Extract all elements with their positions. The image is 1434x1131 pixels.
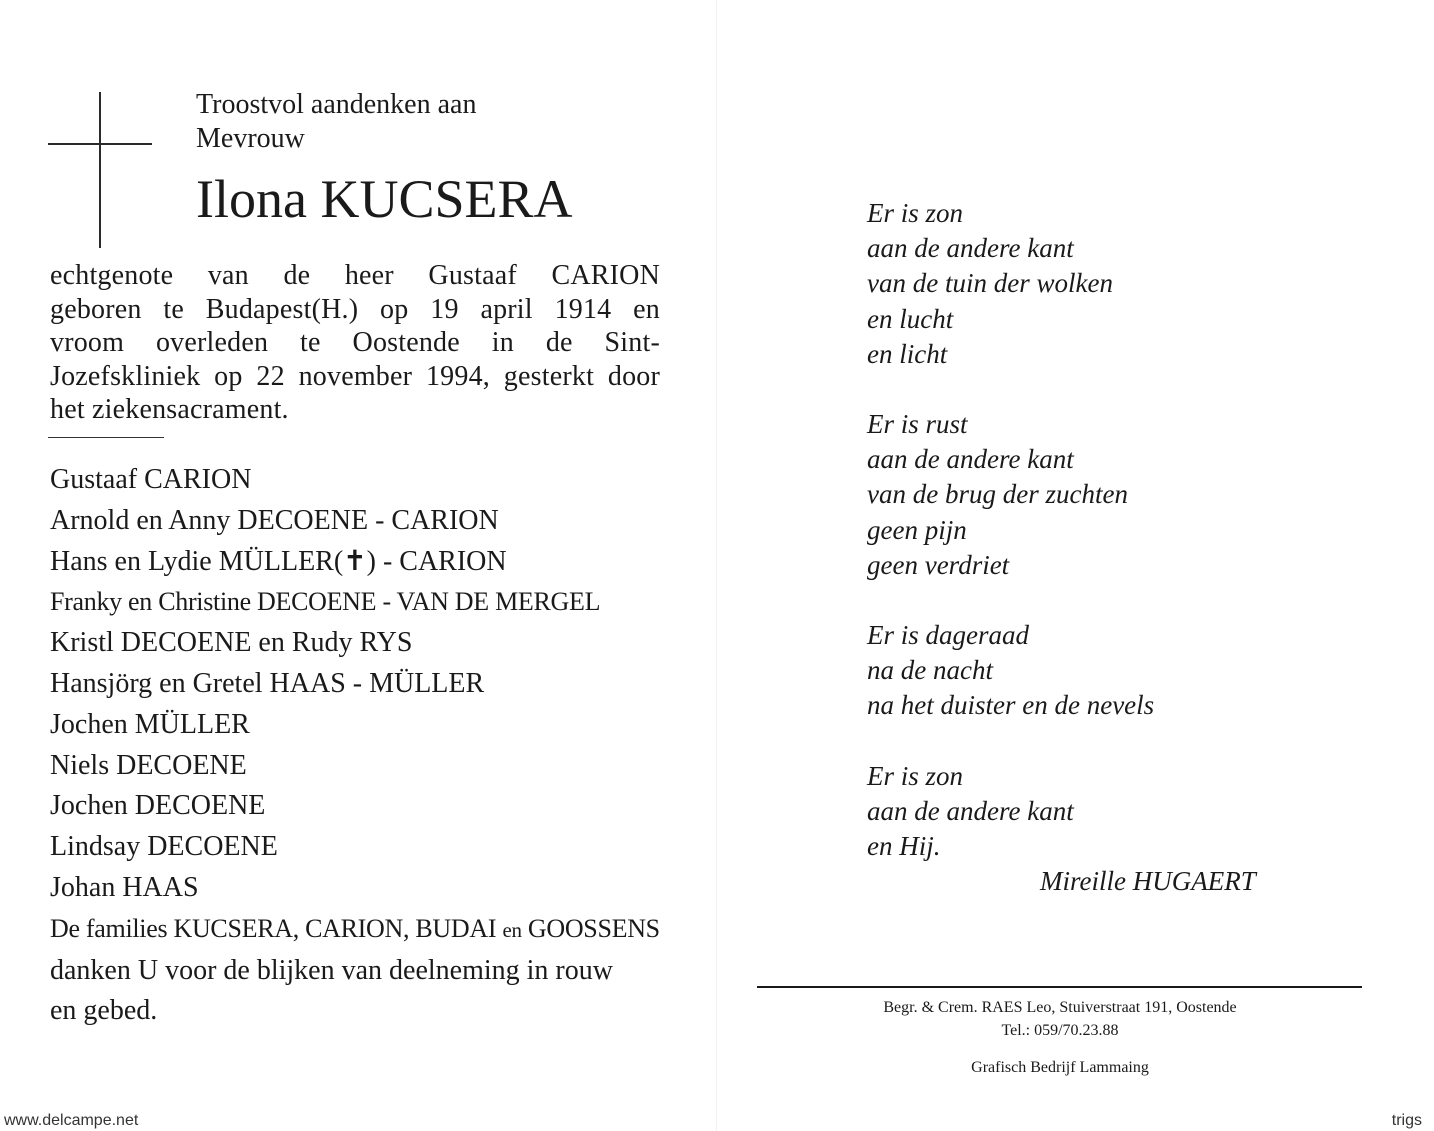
watermark-seller: trigs: [1391, 1112, 1422, 1129]
poem-stanza: [867, 618, 1154, 724]
biography-line: Jozefskliniek op 22 november 1994, gesterkt door: [50, 360, 660, 392]
biography: [50, 259, 660, 427]
family-member: Johan HAAS: [50, 871, 199, 903]
family-member: Franky en Christine DECOENE - VAN DE MERGEL: [50, 587, 601, 617]
poem-stanza: [867, 407, 1154, 583]
poem-line: geen pijn: [867, 514, 967, 545]
family-list: [50, 460, 670, 1032]
poem-stanza: [867, 759, 1154, 865]
poem-line: en lucht: [867, 303, 954, 334]
poem-line: na het duister en de nevels: [867, 690, 1155, 721]
families-last-name: GOOSSENS: [521, 913, 660, 943]
poem-line: Er is zon: [867, 198, 964, 228]
printer-credit: Grafisch Bedrijf Lammaing: [971, 1059, 1149, 1076]
footer-divider: [757, 986, 1362, 988]
family-member: Niels DECOENE: [50, 749, 247, 781]
biography-line: vroom overleden te Oostende in de Sint-: [50, 327, 660, 358]
intro-line-2: Mevrouw: [196, 123, 305, 154]
panel-divider: [716, 0, 717, 1131]
poem-line: Er is zon: [867, 760, 964, 791]
poem: [867, 196, 1154, 864]
poem-author: Mireille HUGAERT: [1040, 866, 1256, 896]
poem-line: aan de andere kant: [867, 444, 1074, 475]
undertaker-address: Begr. & Crem. RAES Leo, Stuiverstraat 191, Oostende: [883, 999, 1237, 1016]
deceased-name: Ilona KUCSERA: [196, 169, 573, 229]
family-member: Jochen DECOENE: [50, 790, 266, 822]
cross-icon-vertical: [99, 92, 101, 248]
poem-line: van de brug der zuchten: [867, 479, 1128, 510]
families-names: De families KUCSERA, CARION, BUDAI: [50, 913, 503, 943]
family-member: Arnold en Anny DECOENE - CARION: [50, 504, 499, 536]
section-divider: [48, 437, 164, 438]
biography-line: geboren te Budapest(H.) op 19 april 1914 en: [50, 293, 660, 325]
families-line: [50, 909, 670, 951]
poem-line: Er is rust: [867, 409, 968, 440]
family-member: Hans en Lydie MÜLLER(✝) - CARION: [50, 545, 507, 577]
poem-line: geen verdriet: [867, 549, 1010, 580]
biography-line: het ziekensacrament.: [50, 394, 289, 425]
families-conjunction: en: [502, 917, 522, 942]
undertaker-phone: Tel.: 059/70.23.88: [1001, 1022, 1119, 1039]
family-member: Gustaaf CARION: [50, 464, 252, 495]
intro-line-1: Troostvol aandenken aan: [196, 89, 477, 120]
cross-icon-horizontal: [48, 143, 152, 145]
thanks-line: danken U voor de blijken van deelneming in rouw: [50, 954, 613, 986]
poem-line: Er is dageraad: [867, 620, 1029, 651]
family-member: Lindsay DECOENE: [50, 831, 278, 863]
poem-line: na de nacht: [867, 655, 993, 686]
poem-line: en Hij.: [867, 831, 941, 862]
intro: [196, 88, 476, 156]
biography-line: echtgenote van de heer Gustaaf CARION: [50, 260, 660, 291]
watermark-site: www.delcampe.net: [4, 1112, 139, 1129]
poem-line: van de tuin der wolken: [867, 268, 1113, 299]
poem-line: aan de andere kant: [867, 233, 1074, 264]
undertaker-info: [800, 996, 1320, 1042]
poem-stanza: [867, 196, 1154, 372]
poem-line: en licht: [867, 338, 948, 369]
family-member: Hansjörg en Gretel HAAS - MÜLLER: [50, 667, 485, 699]
family-member: Jochen MÜLLER: [50, 708, 250, 740]
poem-line: aan de andere kant: [867, 795, 1074, 826]
family-member: Kristl DECOENE en Rudy RYS: [50, 627, 413, 659]
thanks-line: en gebed.: [50, 995, 158, 1027]
